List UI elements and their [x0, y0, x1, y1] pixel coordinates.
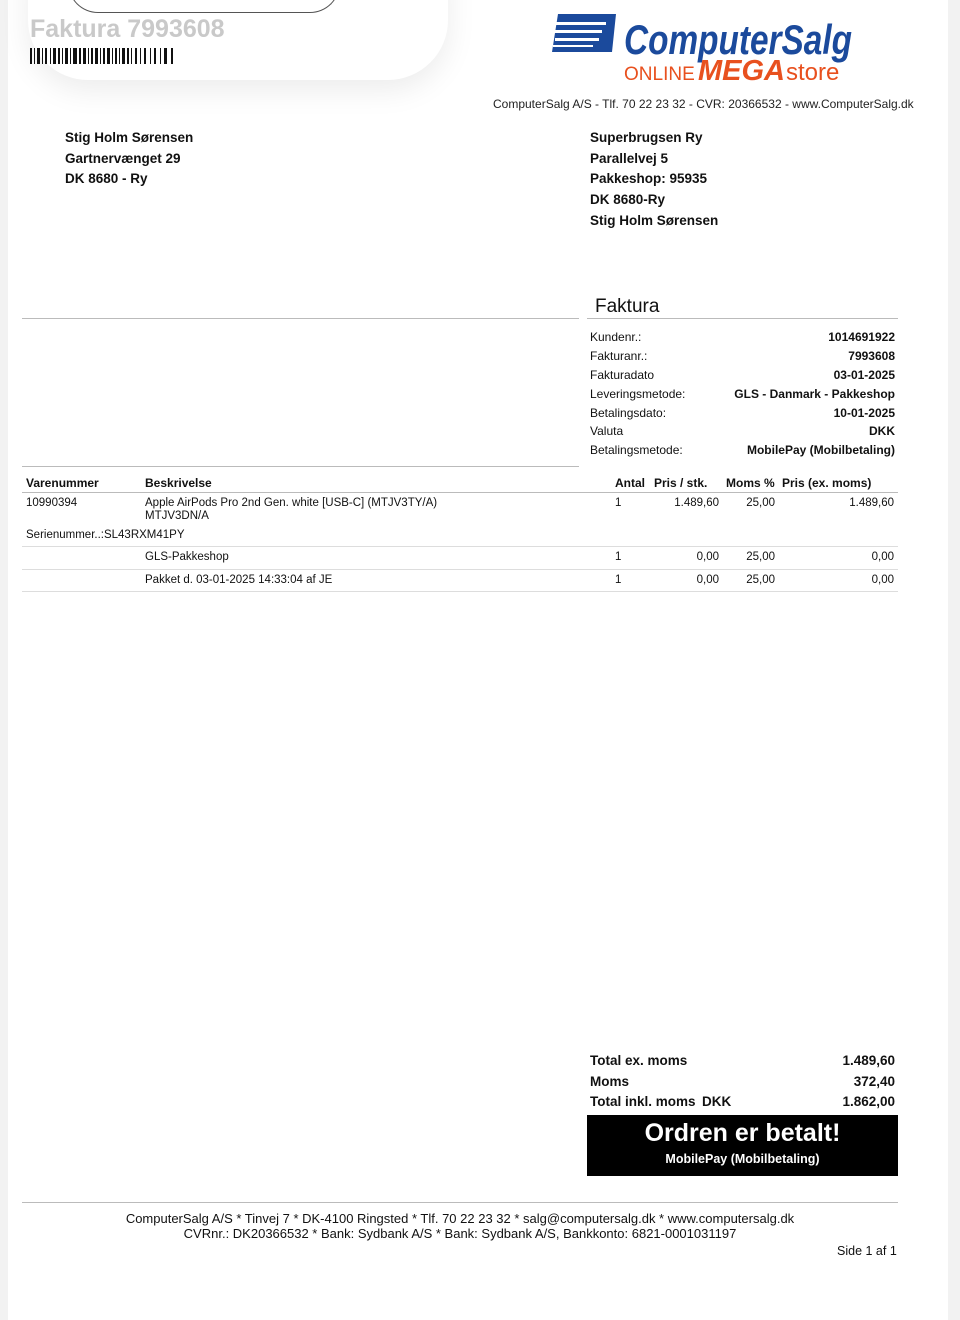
divider [22, 569, 898, 570]
total-currency: DKK [702, 1094, 732, 1110]
invoice-page [8, 0, 948, 1320]
logo-store: store [786, 59, 840, 86]
invoice-info-table [590, 328, 895, 460]
logo-online: ONLINE [624, 64, 695, 85]
vat-value: 372,40 [853, 1073, 895, 1089]
row-description-2: MTJV3DN/A [145, 510, 209, 522]
row-unit-price: 0,00 [696, 574, 719, 586]
footer-line-2: CVRnr.: DK20366532 * Bank: Sydbank A/S * Bank: Sydbank A/S, Bankkonto: 6821-0001031197 [183, 1226, 737, 1241]
info-label: Fakturadato [590, 367, 655, 382]
divider [22, 318, 579, 319]
info-value: DKK [869, 424, 895, 439]
divider [22, 466, 579, 467]
delivery-name: Superbrugsen Ry [590, 130, 703, 145]
header-description: Beskrivelse [145, 476, 212, 490]
info-label: Fakturanr.: [590, 349, 648, 364]
info-value: MobilePay (Mobilbetaling) [746, 443, 895, 458]
delivery-pakkeshop: Pakkeshop: 95935 [590, 171, 708, 187]
divider [22, 492, 898, 493]
total-ex-vat-row [590, 1053, 895, 1074]
info-label: Betalingsdato: [590, 405, 667, 420]
billing-name: Stig Holm Sørensen [65, 130, 194, 145]
divider [22, 591, 898, 592]
footer-divider [22, 1202, 898, 1203]
total-incl-vat-label: Total inkl. moms [590, 1094, 696, 1110]
info-value: GLS - Danmark - Pakkeshop [734, 386, 895, 401]
row-sku: 10990394 [26, 497, 78, 509]
info-value: 7993608 [848, 349, 895, 364]
header-unit-price: Pris / stk. [654, 476, 708, 490]
info-value: 1014691922 [828, 330, 895, 345]
total-ex-vat-label: Total ex. moms [590, 1053, 688, 1068]
row-quantity: 1 [615, 574, 622, 586]
paid-status-title: Ordren er betalt! [644, 1119, 841, 1147]
paid-method: MobilePay (Mobilbetaling) [665, 1152, 820, 1166]
header-quantity: Antal [615, 476, 645, 490]
footer-line-1: ComputerSalg A/S * Tinvej 7 * DK-4100 Ringsted * Tlf. 70 22 23 32 * salg@computersalg.dk * www.computersalg.dk [125, 1211, 795, 1226]
row-vat: 25,00 [746, 574, 775, 586]
billing-street: Gartnervænget 29 [65, 150, 181, 166]
barcode-icon [30, 48, 175, 64]
row-price: 0,00 [871, 551, 894, 563]
row-price: 1.489,60 [849, 497, 894, 509]
info-row [590, 441, 895, 460]
delivery-address [590, 128, 718, 232]
info-label: Valuta [590, 424, 624, 439]
row-price: 0,00 [871, 574, 894, 586]
header-tab-outline [68, 0, 340, 13]
logo-speed-icon [552, 14, 616, 52]
row-unit-price: 0,00 [696, 551, 719, 563]
company-info-line: ComputerSalg A/S - Tlf. 70 22 23 32 - CVR: 20366532 - www.ComputerSalg.dk [493, 97, 914, 111]
delivery-city: DK 8680-Ry [590, 192, 666, 208]
row-quantity: 1 [615, 551, 622, 563]
total-ex-vat-value: 1.489,60 [842, 1053, 895, 1068]
vat-label: Moms [590, 1073, 630, 1089]
info-value: 03-01-2025 [833, 367, 895, 382]
row-quantity: 1 [615, 497, 622, 509]
row-description: Pakket d. 03-01-2025 14:33:04 af JE [145, 574, 333, 586]
total-incl-vat-row [590, 1094, 895, 1115]
billing-city: DK 8680 - Ry [65, 171, 148, 187]
delivery-street: Parallelvej 5 [590, 150, 669, 166]
row-description: Apple AirPods Pro 2nd Gen. white [USB-C] (MTJV3TY/A) [145, 497, 438, 509]
logo-mega: MEGA [698, 55, 785, 87]
info-row [590, 384, 895, 403]
info-row [590, 347, 895, 366]
delivery-recipient: Stig Holm Sørensen [590, 212, 719, 228]
total-incl-vat-value: 1.862,00 [842, 1094, 895, 1110]
logo-wordmark: ComputerSalg [624, 16, 852, 63]
row-unit-price: 1.489,60 [674, 497, 719, 509]
info-row [590, 403, 895, 422]
info-label: Kundenr.: [590, 330, 642, 345]
row-vat: 25,00 [746, 497, 775, 509]
section-title: Faktura [595, 296, 660, 317]
page-number: Side 1 af 1 [837, 1244, 897, 1258]
info-label: Leveringsmetode: [590, 386, 686, 401]
totals-block [590, 1053, 895, 1115]
vat-row [590, 1074, 895, 1095]
header-sku: Varenummer [26, 476, 99, 490]
info-value: 10-01-2025 [833, 405, 895, 420]
computersalg-logo [552, 12, 857, 87]
billing-address [65, 128, 193, 190]
divider [587, 318, 898, 319]
info-label: Betalingsmetode: [590, 443, 683, 458]
row-vat: 25,00 [746, 551, 775, 563]
document-title: Faktura 7993608 [30, 15, 225, 43]
footer [22, 1211, 898, 1241]
row-description: GLS-Pakkeshop [145, 551, 229, 563]
row-serial: Serienummer..:SL43RXM41PY [26, 529, 185, 541]
info-row [590, 328, 895, 347]
info-row [590, 366, 895, 385]
info-row [590, 422, 895, 441]
paid-status-box [587, 1115, 898, 1176]
header-price: Pris (ex. moms) [782, 476, 872, 490]
header-vat: Moms % [726, 476, 775, 490]
divider [22, 546, 898, 547]
